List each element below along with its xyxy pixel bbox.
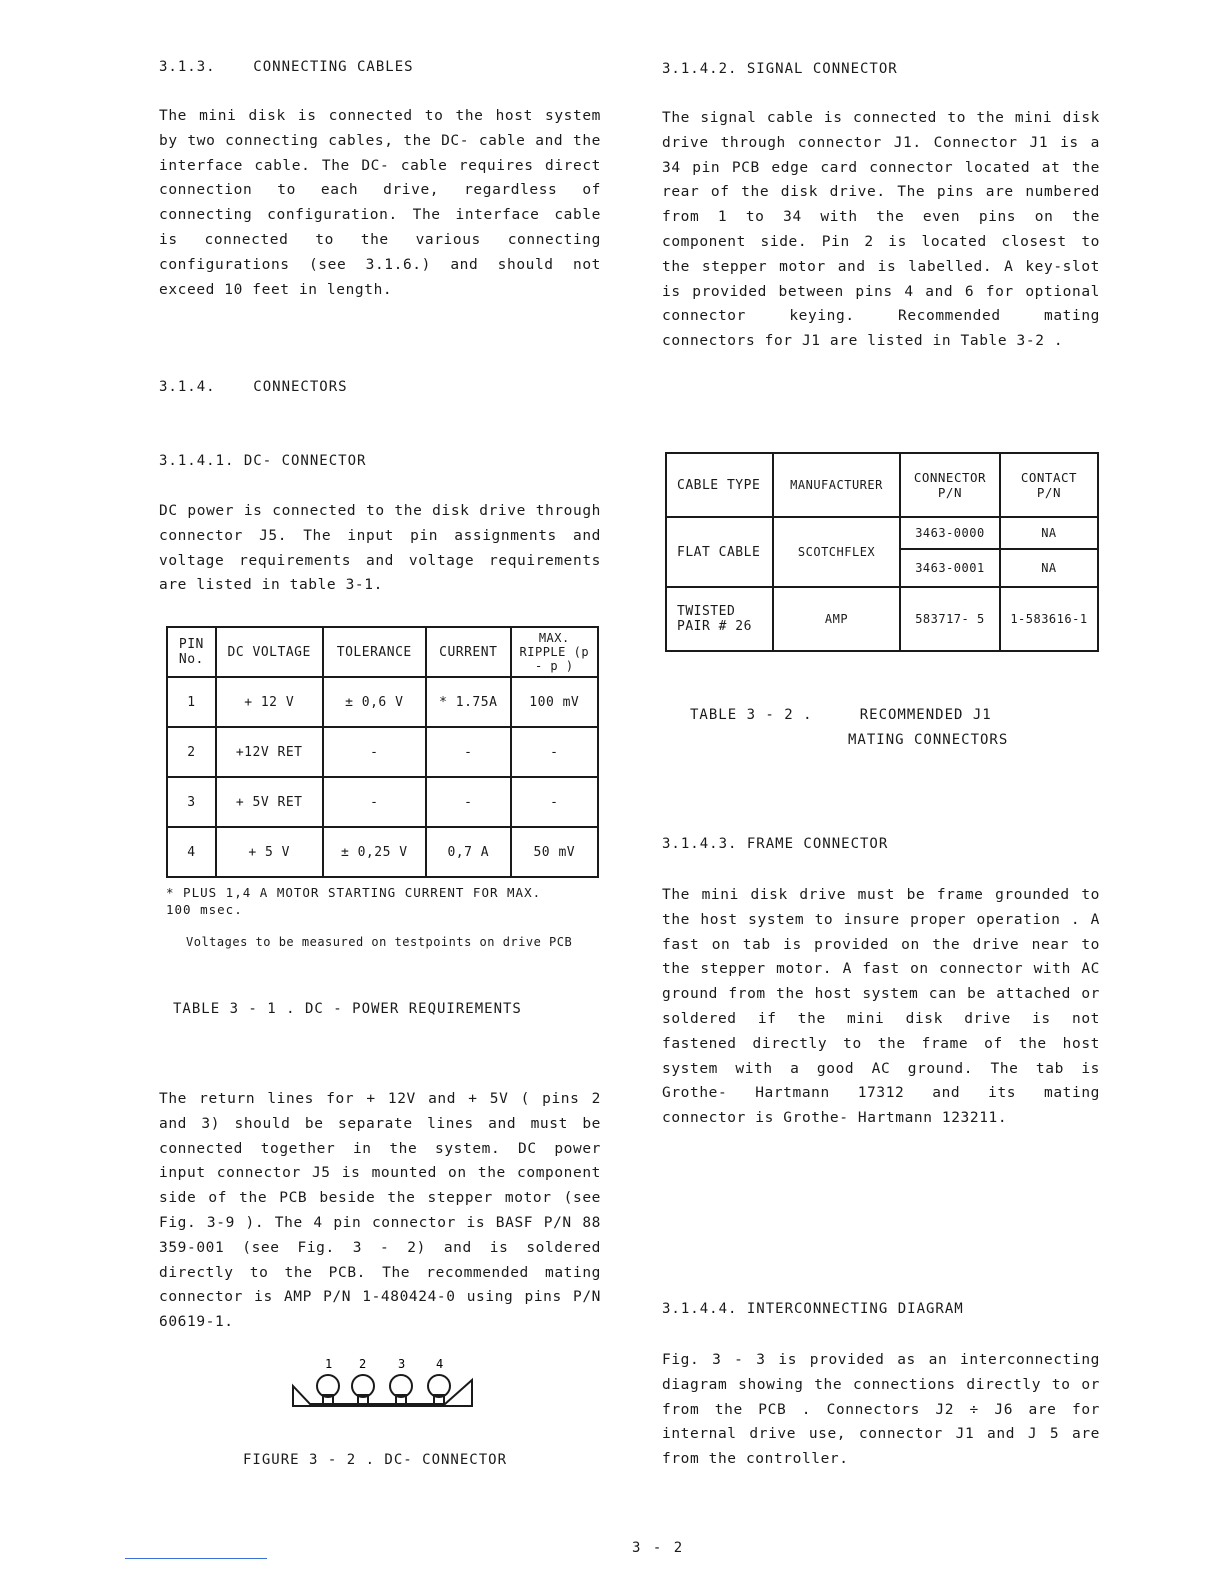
paragraph-return-lines: The return lines for + 12V and + 5V ( pins 2 and 3) should be separate lines and must be connected together in the system. DC power input connector J5 is mounted on the component side of the PCB beside the stepper motor (see Fig. 3-9 ). The 4 pin connector is BASF P/N 88 359-001 (see Fig. 3 - 2) and is soldered directly to the PCB. The recommended mating connector is AMP P/N 1-480424-0 using pins P/N 60619-1. <box>159 1091 601 1331</box>
footer-rule <box>125 1558 267 1559</box>
table2-caption-line1: TABLE 3 - 2 . RECOMMENDED J1 <box>690 707 992 723</box>
cell: 583717- 5 <box>900 587 1000 651</box>
header-tolerance: TOLERANCE <box>323 627 426 677</box>
footnote-testpoints: Voltages to be measured on testpoints on drive PCB <box>186 935 573 949</box>
heading-dc-connector: 3.1.4.1. DC- CONNECTOR <box>159 453 367 469</box>
cell: - <box>323 727 426 777</box>
heading-connecting-cables: 3.1.3. CONNECTING CABLES <box>159 59 414 75</box>
cell: 4 <box>167 827 216 877</box>
figure-pin-label: 3 <box>398 1357 406 1371</box>
heading-connectors: 3.1.4. CONNECTORS <box>159 379 348 395</box>
cell: 2 <box>167 727 216 777</box>
figure-pin-label: 2 <box>359 1357 367 1371</box>
figure-pin-label: 4 <box>436 1357 444 1371</box>
table-row <box>666 587 1098 651</box>
header-connector-pn: CONNECTOR P/N <box>900 453 1000 517</box>
paragraph-dc-connector: DC power is connected to the disk drive through connector J5. The input pin assignments and voltage requirements and voltage requirements are listed in table 3-1. <box>159 503 601 594</box>
table-header-row <box>666 453 1098 517</box>
cell: - <box>323 777 426 827</box>
table-header-row <box>167 627 598 677</box>
cell: - <box>426 727 511 777</box>
heading-signal-connector: 3.1.4.2. SIGNAL CONNECTOR <box>662 61 898 77</box>
cell-flat-cable: FLAT CABLE <box>666 517 773 587</box>
paragraph-connecting-cables: The mini disk is connected to the host system by two connecting cables, the DC- cable and the interface cable. The DC- cable requires direct connection to each drive, regardless of connecting configuration. The interface cable is connected to the various connecting configurations (see 3.1.6.) and should not exceed 10 feet in length. <box>159 108 601 298</box>
paragraph-signal-connector: The signal cable is connected to the mini disk drive through connector J1. Connector J1 is a 34 pin PCB edge card connector located at the rear of the disk drive. The pins are numbered from 1 to 34 with the even pins on the component side. Pin 2 is located closest to the stepper motor and is labelled. A key-slot is provided between pins 4 and 6 for optional connector keying. Recommended mating connectors for J1 are listed in Table 3-2 . <box>662 110 1100 350</box>
figure-caption: FIGURE 3 - 2 . DC- CONNECTOR <box>243 1452 508 1468</box>
cell: * 1.75A <box>426 677 511 727</box>
cell: NA <box>1000 549 1098 587</box>
header-cable-type: CABLE TYPE <box>666 453 773 517</box>
cell: 50 mV <box>511 827 598 877</box>
page-number: 3 - 2 <box>632 1540 685 1556</box>
header-manufacturer: MANUFACTURER <box>773 453 900 517</box>
cell-amp: AMP <box>773 587 900 651</box>
cell: 0,7 A <box>426 827 511 877</box>
cell: NA <box>1000 517 1098 549</box>
connector-pins <box>317 1375 450 1406</box>
table-row <box>167 677 598 727</box>
dc-connector-figure <box>285 1352 480 1440</box>
cell: - <box>511 777 598 827</box>
table-row <box>167 827 598 877</box>
cell: 100 mV <box>511 677 598 727</box>
table-dc-power <box>166 626 599 878</box>
cell: + 12 V <box>216 677 323 727</box>
header-pin: PIN No. <box>167 627 216 677</box>
cell: ± 0,6 V <box>323 677 426 727</box>
cell: 3463-0001 <box>900 549 1000 587</box>
header-contact-pn: CONTACT P/N <box>1000 453 1098 517</box>
cell: - <box>426 777 511 827</box>
table-mating-connectors <box>665 452 1099 652</box>
cell-scotchflex: SCOTCHFLEX <box>773 517 900 587</box>
cell: - <box>511 727 598 777</box>
header-current: CURRENT <box>426 627 511 677</box>
figure-pin-label: 1 <box>325 1357 333 1371</box>
cell: + 5V RET <box>216 777 323 827</box>
cell: 1-583616-1 <box>1000 587 1098 651</box>
cell: 1 <box>167 677 216 727</box>
footnote-motor-current: * PLUS 1,4 A MOTOR STARTING CURRENT FOR MAX. 100 msec. <box>166 885 542 917</box>
heading-interconnecting-diagram: 3.1.4.4. INTERCONNECTING DIAGRAM <box>662 1301 964 1317</box>
cell: + 5 V <box>216 827 323 877</box>
table-row <box>167 727 598 777</box>
cell: 3 <box>167 777 216 827</box>
cell: +12V RET <box>216 727 323 777</box>
table1-caption: TABLE 3 - 1 . DC - POWER REQUIREMENTS <box>173 1001 522 1017</box>
paragraph-frame-connector: The mini disk drive must be frame grounded to the host system to insure proper operation . A fast on tab is provided on the drive near to the stepper motor. A fast on connector with AC ground from the host system can be attached or soldered if the mini disk drive is not fastened directly to the frame of the host system with a good AC ground. The tab is Grothe- Hartmann 17312 and its mating connector is Grothe- Hartmann 123211. <box>662 887 1100 1127</box>
heading-frame-connector: 3.1.4.3. FRAME CONNECTOR <box>662 836 889 852</box>
header-dc-voltage: DC VOLTAGE <box>216 627 323 677</box>
cell: ± 0,25 V <box>323 827 426 877</box>
header-ripple: MAX. RIPPLE (p - p ) <box>511 627 598 677</box>
table2-caption-line2: MATING CONNECTORS <box>848 732 1009 748</box>
cell: 3463-0000 <box>900 517 1000 549</box>
cell-twisted-pair: TWISTED PAIR # 26 <box>666 587 773 651</box>
paragraph-interconnecting-diagram: Fig. 3 - 3 is provided as an interconnecting diagram showing the connections directly to or from the PCB . Connectors J2 ÷ J6 are for internal drive use, connector J1 and J 5 are from the controller. <box>662 1352 1100 1468</box>
table-row <box>666 517 1098 549</box>
table-row <box>167 777 598 827</box>
